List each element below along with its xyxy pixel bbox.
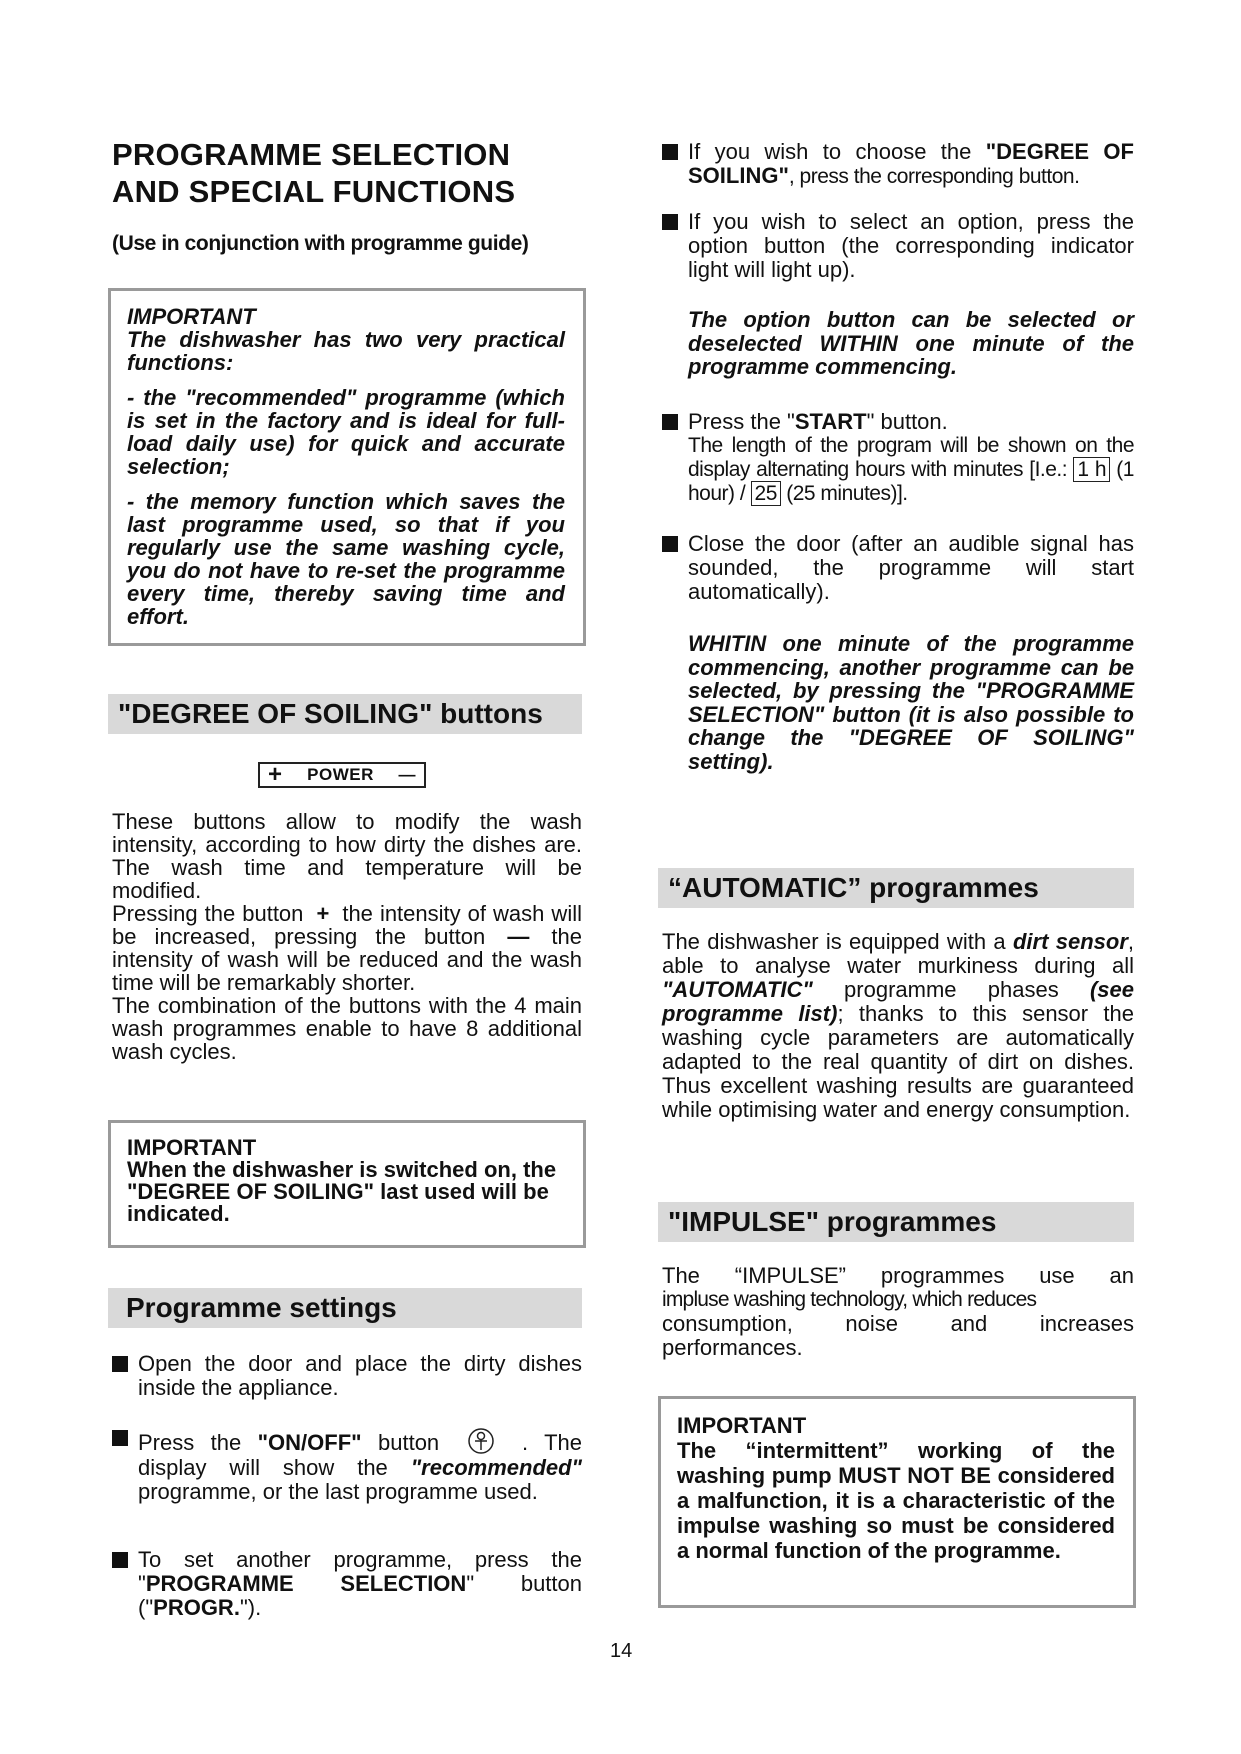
impulse-programmes-heading: "IMPULSE" programmes	[658, 1202, 1134, 1242]
degree-para-1: These buttons allow to modify the wash intensity, according to how dirty the dishes are. The wash time and temperature will be modified.	[112, 809, 582, 903]
right-bullet-option	[662, 210, 1134, 282]
important-box-impulse	[658, 1396, 1136, 1608]
automatic-text-f: (see programme list)	[662, 977, 1134, 1026]
degree-para-3: The combination of the buttons with the 4 main wash programmes enable to have 8 additional wash cycles.	[112, 993, 582, 1064]
automatic-programmes-heading: “AUTOMATIC” programmes	[658, 868, 1134, 908]
important-heading: IMPORTANT	[127, 304, 256, 329]
bullet-square-icon	[112, 1356, 128, 1372]
degree-para-2c: the intensity of wash will be reduced and the wash time will be remarkably shorter.	[112, 924, 582, 995]
important-heading-3: IMPORTANT	[677, 1413, 807, 1438]
example-minutes-display: 25	[751, 481, 781, 506]
right-bullet-3e: (1 hour) /	[688, 458, 1134, 505]
impulse-text-a: The “IMPULSE” programmes use an	[662, 1263, 1134, 1288]
degree-para-2b: the intensity of wash will be increased, pressing the button	[112, 901, 582, 949]
settings-bullet-on-off	[112, 1426, 582, 1504]
right-bullet-1c: , press the corresponding button.	[788, 165, 1080, 188]
power-plus-symbol: +	[268, 761, 283, 788]
programme-settings-heading: Programme settings	[108, 1288, 582, 1328]
right-bullet-close-door	[662, 532, 1134, 604]
power-minus-symbol: —	[398, 765, 416, 784]
automatic-text-d: "AUTOMATIC"	[662, 977, 813, 1002]
right-bullet-3f: (25 minutes)].	[786, 482, 908, 505]
right-bullet-start	[662, 410, 1134, 506]
settings-bullet-3e: ").	[239, 1595, 262, 1620]
impulse-text-c: consumption, noise and increases performances.	[662, 1311, 1134, 1360]
bullet-square-icon	[662, 144, 678, 160]
title-line-2: AND SPECIAL FUNCTIONS	[112, 174, 516, 209]
page-number: 14	[610, 1640, 633, 1662]
important-item-recommended: - the "recommended" programme (which is set in the factory and is ideal for full-load daily use) for quick and accurate selection;	[127, 385, 565, 479]
settings-bullet-3a: To set another programme, press the "	[138, 1547, 582, 1596]
settings-bullet-3d: PROGR.	[153, 1595, 240, 1620]
automatic-text-g: ; thanks to this sensor the washing cycle parameters are automatically adapted to the real quantity of dirt on dishes. Thus excellent washing results are guaranteed while optimising water and energy consumption.	[662, 1001, 1134, 1122]
automatic-text-a: The dishwasher is equipped with a	[662, 929, 1006, 954]
important-item-memory: - the memory function which saves the last programme used, so that if you regularly use the same washing cycle, you do not have to re-set the programme every time, thereby saving time and effort.	[127, 489, 565, 629]
right-bullet-2-text: If you wish to select an option, press the option button (the corresponding indicator light will light up).	[688, 209, 1134, 282]
right-bullet-1a: If you wish to choose the	[688, 139, 972, 164]
impulse-description	[662, 1264, 1134, 1360]
degree-para-2	[112, 902, 582, 994]
important-degree-text: When the dishwasher is switched on, the "DEGREE OF SOILING" last used will be indicated.	[127, 1157, 557, 1226]
right-bullet-3d: The length of the program will be shown on the display alternating hours with minutes [I.e.:	[688, 434, 1134, 481]
settings-bullet-2f: programme, or the last programme used.	[138, 1479, 538, 1504]
settings-bullet-2a: Press the	[138, 1430, 242, 1455]
right-bullet-3b: START	[794, 409, 867, 434]
bullet-square-icon	[662, 214, 678, 230]
automatic-description	[662, 930, 1134, 1122]
within-note: WHITIN one minute of the programme commencing, another programme can be selected, by pressing the "PROGRAMME SELECTION" button (it is also possible to change the "DEGREE OF SOILING" setting).	[688, 631, 1134, 774]
bullet-square-icon	[112, 1552, 128, 1568]
settings-bullet-2b: "ON/OFF"	[257, 1430, 362, 1455]
important-heading-2: IMPORTANT	[127, 1135, 257, 1160]
settings-bullet-2c: button	[378, 1430, 440, 1455]
important-box-degree	[108, 1120, 586, 1248]
right-bullet-4-text: Close the door (after an audible signal has sounded, the programme will start automatically).	[688, 531, 1134, 604]
settings-bullet-3b: PROGRAMME SELECTION	[145, 1571, 467, 1596]
settings-bullet-2d: . The display will show the	[138, 1430, 582, 1480]
bullet-square-icon	[662, 414, 678, 430]
right-bullet-3c: " button.	[866, 409, 948, 434]
settings-bullet-2e: "recommended"	[410, 1455, 582, 1480]
settings-bullet-programme-selection	[112, 1548, 582, 1620]
plus-symbol: +	[316, 901, 330, 926]
page-title	[112, 136, 592, 210]
impulse-text-b: impluse washing technology, which reduces	[662, 1288, 1037, 1311]
settings-bullet-3c: " button ("	[138, 1571, 582, 1620]
option-note: The option button can be selected or deselected WITHIN one minute of the programme commencing.	[688, 307, 1134, 379]
page-subtitle: (Use in conjunction with programme guide)	[112, 232, 529, 255]
right-bullet-3a: Press the "	[688, 409, 795, 434]
important-box-functions	[108, 288, 586, 646]
right-bullet-1b: "DEGREE OF SOILING"	[688, 139, 1134, 188]
example-hours-display: 1 h	[1073, 457, 1110, 482]
degree-para-2a: Pressing the button	[112, 901, 304, 926]
right-bullet-degree	[662, 140, 1134, 189]
power-label: POWER	[307, 765, 374, 784]
power-button-illustration	[258, 762, 426, 788]
settings-bullet-open-door	[112, 1352, 582, 1400]
settings-bullet-1-text: Open the door and place the dirty dishes inside the appliance.	[138, 1351, 582, 1400]
automatic-text-e: programme phases	[844, 977, 1059, 1002]
important-impulse-text: The “intermittent” working of the washing pump MUST NOT BE considered a malfunction, it is a characteristic of the impulse washing so must be considered a normal function of the programme.	[677, 1438, 1115, 1563]
bullet-square-icon	[662, 536, 678, 552]
minus-symbol: —	[507, 924, 530, 949]
bullet-square-icon	[112, 1430, 128, 1446]
power-symbol-icon	[466, 1426, 496, 1456]
title-line-1: PROGRAMME SELECTION	[112, 137, 511, 172]
automatic-text-b: dirt sensor	[1012, 929, 1128, 954]
degree-of-soiling-heading: "DEGREE OF SOILING" buttons	[108, 694, 582, 734]
important-intro: The dishwasher has two very practical functions:	[127, 327, 565, 375]
degree-description	[112, 810, 582, 1063]
automatic-text-c: , able to analyse water murkiness during all	[662, 929, 1135, 978]
